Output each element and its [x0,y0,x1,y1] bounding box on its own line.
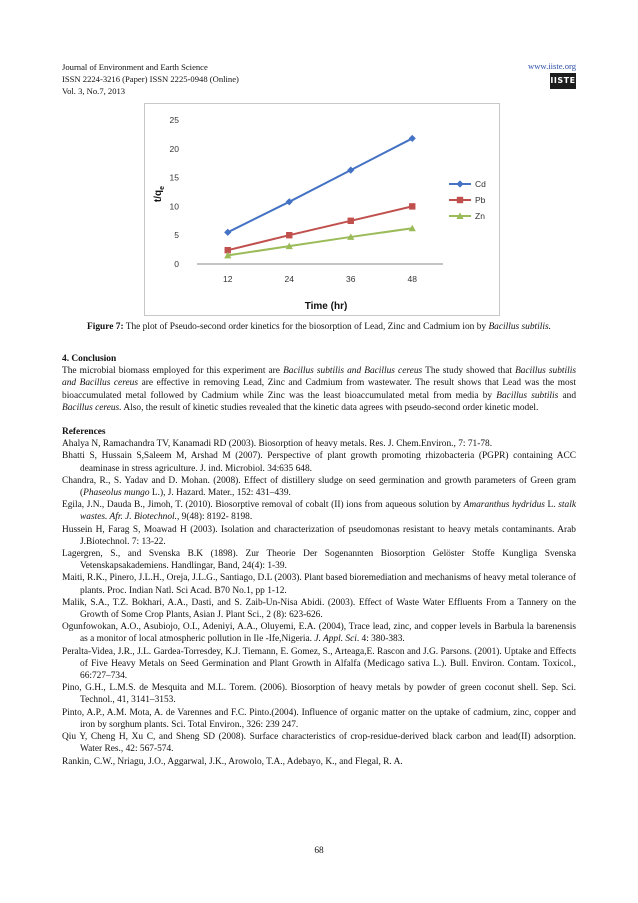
text-run: Malik, S.A., T.Z. Bokhari, A.A., Dasti, and S. Zaib-Un-Nisa Abidi. (2003). Effect of Waste Water Effluents From a Tannery on the Growth of Some Crop Plants, Asian J. Plant Sci., 2 (8): 623-626. [62,597,576,621]
text-run: Chandra, R., S. Yadav and D. Mohan. (2008). Effect of distillery sludge on seed germination and growth parameters of Green gram ( [62,475,576,499]
legend-marker-pb [457,197,463,203]
italic-text: Bacillus subtilis [496,390,559,401]
italic-text: Bacillus cereus. [62,402,122,413]
y-tick-label: 20 [169,143,179,154]
text-run: L. [544,500,559,511]
text-run: The study showed that [422,366,516,377]
text-run: Pinto, A.P., A.M. Mota, A. de Varennes and F.C. Pinto.(2004). Influence of organic matter on the uptake of cadmium, zinc, copper and iron by sorghum plants. Sci. Total Environ., 326: 239 247. [62,707,576,730]
text-run: The microbial biomass employed for this experiment are [62,366,284,377]
text-run: Lagergren, S., and Svenska B.K (1898). Zur Theorie Der Sogenannten Biosorption Gelöster Stoffe Kungliga Svenska Vetenskapsakademiens. Handlingar, Band, 24(4): 1-39. [62,549,576,572]
text-run: Peralta-Videa, J.R., J.L. Gardea-Torresdey, K.J. Tiemann, E. Gomez, S., Arteaga,E. Rascon and J.G. Parsons. (2001). Uptake and Effects of Five Heavy Metals on Seed Germination and Plant Growth in Alfalfa (Medicago sativa L.). Bull. Environ. Contam. Toxicol., 66:727–734. [62,646,576,682]
chart-canvas [145,104,499,315]
italic-text: Bacillus subtilis and Bacillus cereus [62,366,576,389]
series-line-pb [228,206,413,250]
legend-label-zn: Zn [475,211,485,221]
conclusion-paragraph [62,365,576,414]
text-run: L.), J. Hazard. Mater., 152: 431–439. [149,488,291,499]
text-run: . 4: 380-383. [356,634,405,645]
reference-item [62,646,576,683]
text-run: Also, the result of kinetic studies revealed that the kinetic data agrees with pseudo-second order kinetic model. [121,402,539,413]
x-tick-label: 48 [407,274,417,284]
text-run: and [558,390,577,401]
iiste-logo: IISTE [550,73,576,89]
reference-item [62,707,576,731]
x-axis-label: Time (hr) [304,301,348,312]
data-point-cd [286,198,293,205]
data-point-pb [348,218,354,224]
italic-text: Phaseolus mungo [83,488,150,499]
reference-item [62,731,576,755]
text-run: Pino, G.H., L.M.S. de Mesquita and M.L. Torem. (2006). Biosorption of heavy metals by powder of green coconut shell. Sep. Sci. Technol., 41, 3141–3153. [62,683,576,706]
reference-item [62,499,576,523]
text-run: Hussein H, Farag S, Moawad H (2003). Isolation and characterization of pseudomonas resistant to heavy metals contaminants. Arab J.Biotechnol. 7: 13-22. [62,524,576,547]
figure-caption-text: The plot of Pseudo-second order kinetics for the biosorption of Lead, Zinc and Cadmium ion by [123,322,489,332]
legend-label-pb: Pb [475,195,486,205]
data-point-cd [409,135,416,142]
series-line-cd [228,138,413,232]
reference-item [62,475,576,499]
italic-text: stalk wastes. Afr. J. Biotechnol. [80,500,576,523]
y-tick-label: 0 [174,259,179,269]
reference-list [62,438,576,767]
figure-caption-species: Bacillus subtilis. [488,322,551,332]
italic-text: Bacillus subtilis and Bacillus cereus [283,366,423,377]
text-run: , 9(48): 8192- 8198. [176,512,253,523]
figure-label: Figure 7: [87,322,124,332]
x-tick-label: 24 [284,274,294,284]
text-run: Egila, J.N., Dauda B., Jimoh, T. (2010). Biosorptive removal of cobalt (II) ions from aqueous solution by [62,500,464,511]
text-run: Rankin, C.W., Nriagu, J.O., Aggarwal, J.K., Arowolo, T.A., Adebayo, K., and Flegal, R. A. [62,756,403,767]
figure-caption [62,321,576,333]
journal-volume: Vol. 3, No.7, 2013 [62,86,126,96]
y-tick-label: 10 [169,201,179,212]
references-heading: References [62,427,106,438]
journal-name: Journal of Environment and Earth Science [62,62,208,72]
reference-item [62,548,576,572]
text-run: Maiti, R.K., Pinero, J.L.H., Oreja, J.L.G., Santiago, D.L (2003). Plant based bioremediation and mechanisms of heavy metal tolerance of plants. Proc. Indian Natl. Sci Acad. B70 No.1, pp 1-12. [62,573,576,596]
data-point-pb [409,203,415,209]
reference-item [62,438,576,450]
data-point-pb [286,232,292,238]
x-tick-label: 36 [346,274,356,284]
y-tick-label: 5 [174,230,179,241]
legend-marker-cd [456,180,463,187]
data-point-cd [347,167,354,174]
reference-item [62,621,576,645]
series-line-zn [228,228,413,255]
kinetics-chart [144,103,500,316]
y-tick-label: 25 [169,115,179,125]
journal-issn: ISSN 2224-3216 (Paper) ISSN 2225-0948 (Online) [62,74,239,84]
reference-item [62,597,576,621]
x-tick-label: 12 [223,274,233,284]
italic-text: J. Appl. Sci [314,634,357,645]
text-run: Bhatti S, Hussain S,Saleem M, Arshad M (2007). Perspective of plant growth promoting rhizobacteria (PGPR) containing ACC deaminase in stress agriculture. J. ind. Microbiol. 34:635 648. [62,451,576,474]
reference-item [62,524,576,548]
reference-item [62,756,576,768]
page-number: 68 [314,846,324,856]
text-run: Qiu Y, Cheng H, Xu C, and Sheng SD (2008). Surface characteristics of crop-residue-derived black carbon and lead(II) adsorption. Water Res., 42: 567-574. [62,732,576,755]
y-tick-label: 15 [169,172,179,183]
reference-item [62,572,576,596]
italic-text: Amaranthus hydridus [463,500,545,511]
conclusion-heading: 4. Conclusion [62,354,117,364]
y-axis-label: $t/q_e$ [153,185,166,203]
journal-website-link[interactable]: www.iiste.org [528,61,576,71]
text-run: Ogunfowokan, A.O., Asubiojo, O.I., Adeniyi, A.A., Oluyemi, E.A. (2004), Trace lead, zinc, and copper levels in Barbula la barenensis as a monitor of local atmospheric pollution in Ile -Ife,Nigeria. [62,622,576,645]
text-run: Ahalya N, Ramachandra TV, Kanamadi RD (2003). Biosorption of heavy metals. Res. J. Chem.Environ., 7: 71-78. [62,439,493,450]
reference-item [62,450,576,474]
reference-item [62,682,576,706]
legend-label-cd: Cd [475,179,486,189]
article-body [62,353,576,768]
text-run: are effective in removing Lead, Zinc and Cadmium from wastewater. The result shows that Lead was the most bioaccumulated metal followed by Cadmium while Zinc was the least bioaccumulated metal from media by [62,378,576,401]
data-point-cd [224,229,231,236]
